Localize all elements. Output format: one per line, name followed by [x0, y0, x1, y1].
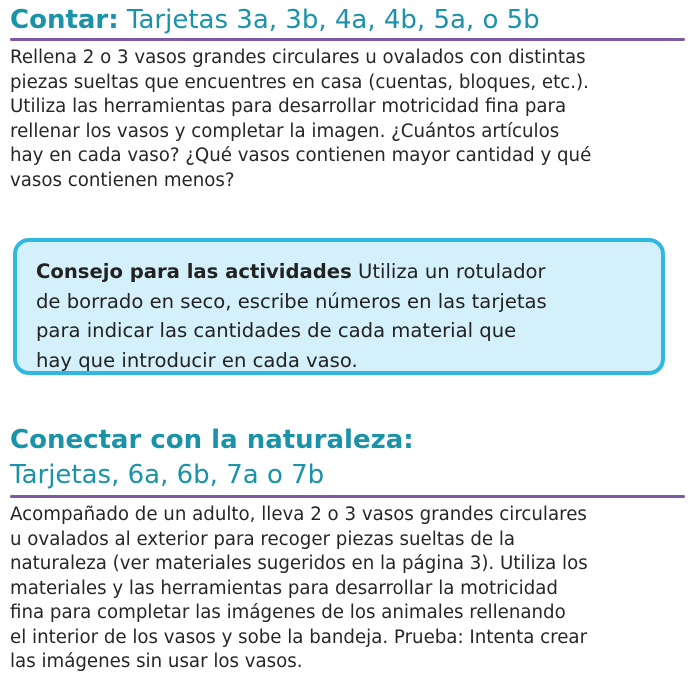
body-line: fina para completar las imágenes de los animales rellenando — [10, 602, 566, 623]
tip-box — [13, 238, 665, 375]
section-conectar-cards: Tarjetas, 6a, 6b, 7a o 7b — [10, 460, 325, 490]
body-line: Utiliza las herramientas para desarrollar motricidad fina para — [10, 96, 567, 117]
tip-line: de borrado en seco, escribe números en las tarjetas — [36, 289, 547, 313]
body-line: Acompañado de un adulto, lleva 2 o 3 vasos grandes circulares — [10, 504, 587, 525]
section-conectar-body — [10, 503, 685, 675]
heading-divider — [10, 38, 685, 41]
section-contar-body — [10, 46, 685, 193]
body-line: naturaleza (ver materiales sugeridos en la página 3). Utiliza los — [10, 553, 588, 574]
section-conectar — [10, 424, 685, 675]
body-line: materiales y las herramientas para desarrollar la motricidad — [10, 577, 558, 599]
body-line: el interior de los vasos y sobe la bandeja. Prueba: Intenta crear — [10, 626, 588, 648]
body-line: hay en cada vaso? ¿Qué vasos contienen mayor cantidad y qué — [10, 145, 592, 166]
section-contar — [10, 4, 685, 193]
tip-line: hay que introducir en cada vaso. — [36, 348, 358, 372]
tip-line — [36, 257, 643, 287]
section-conectar-heading: Conectar con la naturaleza: — [10, 425, 414, 455]
body-line: las imágenes sin usar los vasos. — [10, 651, 303, 672]
body-line: piezas sueltas que encuentres en casa (cuentas, bloques, etc.). — [10, 71, 589, 93]
body-line: u ovalados al exterior para recoger piezas sueltas de la — [10, 528, 516, 550]
tip-line: para indicar las cantidades de cada material que — [36, 319, 517, 342]
heading-divider — [10, 495, 685, 498]
body-line: vasos contienen menos? — [10, 169, 235, 191]
heading-cards: Tarjetas 3a, 3b, 4a, 4b, 5a, o 5b — [126, 5, 540, 35]
tip-first-line: Utiliza un rotulador — [351, 260, 546, 283]
tip-label: Consejo para las actividades — [36, 260, 352, 283]
body-line: Rellena 2 o 3 vasos grandes circulares u ovalados con distintas — [10, 47, 586, 68]
heading-label: Contar: — [10, 5, 119, 35]
body-line: rellenar los vasos y completar la imagen. ¿Cuántos artículos — [10, 120, 560, 142]
section-contar-heading — [10, 4, 685, 36]
